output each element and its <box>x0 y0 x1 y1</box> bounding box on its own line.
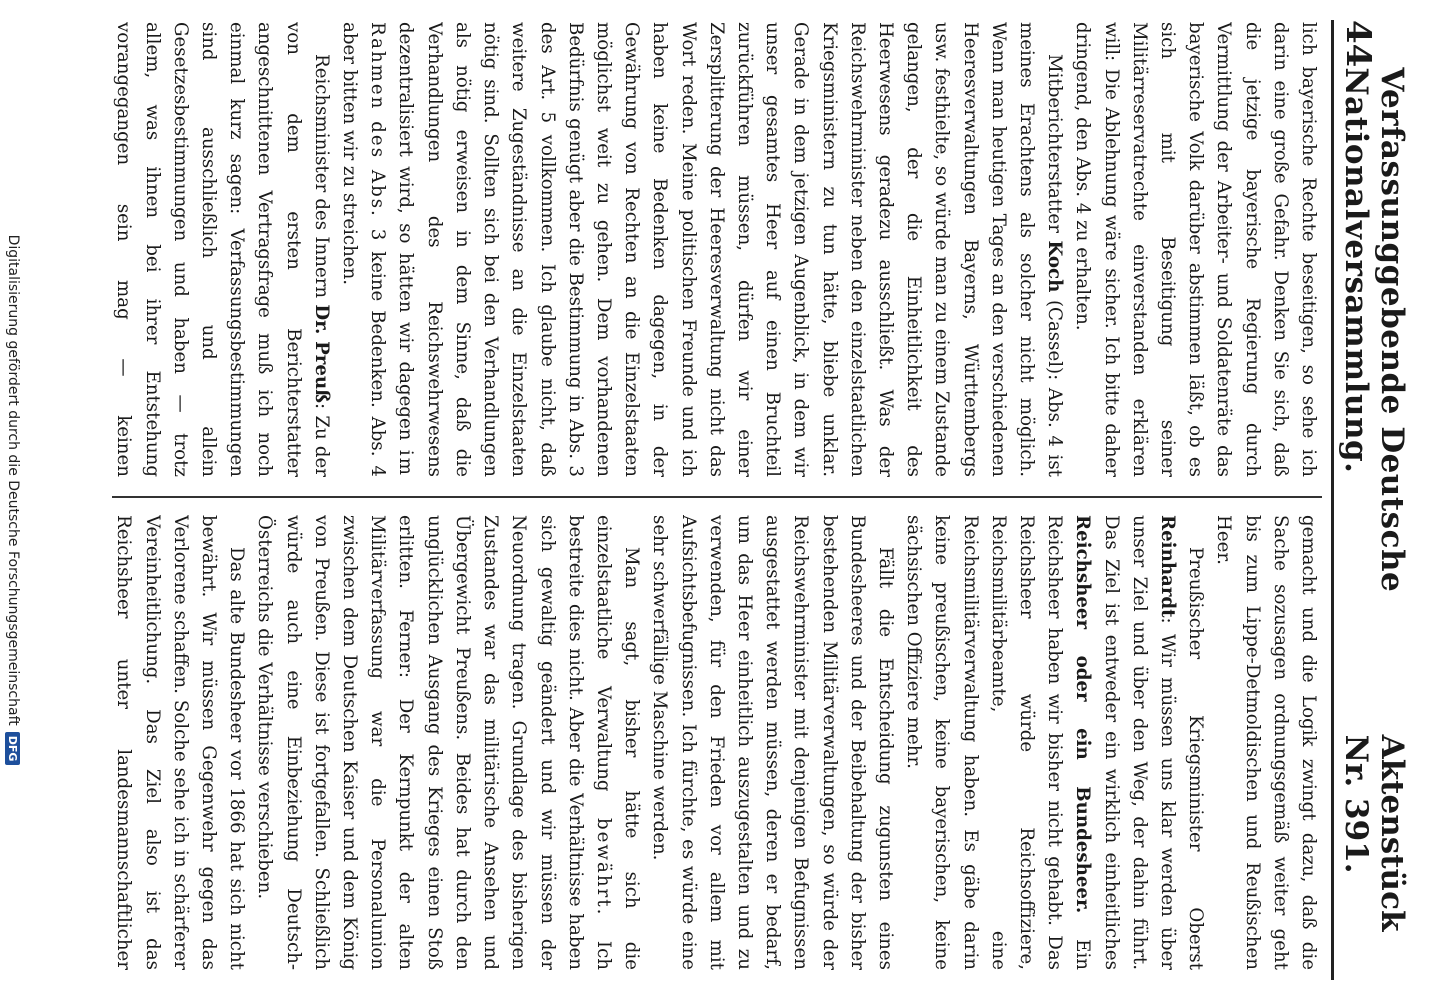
bold-text: Reichsheer oder ein Bundesheer. <box>1072 515 1094 914</box>
paragraph <box>899 515 1209 970</box>
text-run: : Zu der von dem ersten Berichterstatter angeschnittenen Vertragsfrage muß ich noch einmal kurz sagen: Verfassungsbestimmungen sind ausschließlich und allein Gesetzesbestimmungen und haben — trotz allem, was ihnen bei ihrer Entstehung vorangegangen sein mag — keinen <box>113 22 332 477</box>
text-run: Ein Reichsheer haben wir bisher nicht gehabt. Das Reichsheer würde Reichsoffiziere, Reichsmilitärbeamte, eine Reichsmilitärverwaltung haben. Es gäbe darin keine preußischen, keine bayerischen, keine sächsischen Offiziere mehr. <box>903 515 1094 970</box>
credit-text: Digitalisierung gefördert durch die Deutsche Forschungsgemeinschaft <box>5 234 21 726</box>
spaced-text: bewährt <box>592 818 614 909</box>
paragraph <box>112 22 335 477</box>
paragraph: Das alte Bundesheer vor 1866 hat sich nicht bewährt. Wir müssen Gegenwehr gegen das Verlorene schaffen. Solche sehe ich in schärferer Vereinheitlichung. Das Ziel also ist das Reichsheer unter landesmannschaftlicher <box>113 515 248 970</box>
text-run: Man sagt, bisher hätte sich die einzelstaatliche Verwaltung <box>592 515 643 970</box>
text-run: . Ich bestreite dies nicht. Aber die Verhältnisse haben sich gewaltig geändert und wir müssen der Neuordnung tragen. Grundlage des bisherigen Zustandes war das militärische Ansehen und Übergewicht Preußens. Beides hat durch den unglücklichen Ausgang des Krieges einen Stoß erlitten. Ferner: Der Kernpunkt der alten Militärverfassung war die Personalunion zwischen dem Deutschen Kaiser und dem König von Preußen. Diese ist fortgefallen. Schließlich würde auch eine Einbeziehung Deutsch-Österreichs die Verhältnisse verschieben. <box>254 515 614 970</box>
text-column-right <box>112 515 1322 970</box>
bold-text: Dr. Preuß <box>310 304 332 403</box>
paragraph: lich bayerische Rechte beseitigen, so sehe ich darin eine große Gefahr. Denken Sie sich, daß die jetzige bayerische Regierung durch Vermittlung der Arbeiter- und Soldatenräte das bayerische Volk darüber abstimmen läßt, ob es sich mit Beseitigung seiner Militärreservatrechte einverstanden erklären will: Die Ablehnung wäre sicher. Ich bitte daher dringend, den Abs. 4 zu erhalten. <box>1072 22 1319 477</box>
text-run: Mitberichterstatter <box>1044 54 1066 241</box>
text-column-left <box>112 22 1322 477</box>
document-number: Aktenstück Nr. 391. <box>1338 734 1410 932</box>
paragraph: gemacht und die Logik zwingt dazu, daß die Sache sozusagen ordnungsgemäß weiter geht bis zum Lippe-Detmoldischen und Reußischen Heer. <box>1213 515 1319 970</box>
digitization-credit <box>0 0 26 1000</box>
column-divider <box>112 496 1322 498</box>
bold-text: Reinhardt <box>1156 515 1178 618</box>
page-header <box>1331 20 1410 980</box>
paragraph <box>250 515 645 970</box>
paragraph <box>335 22 1068 477</box>
bold-text: Koch <box>1044 240 1066 293</box>
text-run: Reichsminister des Innern <box>310 54 332 305</box>
running-title: Verfassunggebende Deutsche Nationalversammlung. <box>1338 67 1410 593</box>
text-run: keine Bedenken. Abs. 4 aber bitten wir zu streichen. <box>339 22 389 477</box>
text-run: : Wir müssen uns klar werden über unser Ziel und über den Weg, der dahin führt. Das Ziel ist entweder ein wirklich einheitliches <box>1100 515 1178 970</box>
dfg-logo: DFG <box>6 732 21 766</box>
page-number: 44 <box>1338 20 1378 68</box>
paragraph: Fällt die Entscheidung zugunsten eines Bundesheeres und der Beibehaltung der bisher bestehenden Militärverwaltungen, so würde der Reichswehrminister mit denjenigen Befugnissen ausgestattet werden müssen, deren er bedarf, um das Heer einheitlich auszugestalten und zu verwenden, für den Frieden vor allem mit Aufsichtsbefugnissen. Ich fürchte, es würde eine sehr schwerfällige Maschine werden. <box>649 515 896 970</box>
text-run: Preußischer Kriegsminister Oberst <box>1185 547 1207 970</box>
spaced-text: im Rahmen des Abs. 3 <box>367 22 417 477</box>
text-run: (Cassel): Abs. 4 ist meines Erachtens als solcher nicht möglich. Wenn man heutigen Tages an den verschiedenen Heeresverwaltungen Bayerns, Württembergs usw. festhielte, so würde man zu einem Zustande gelangen, der die Einheitlichkeit des Heerwesens geradezu ausschließt. Was der Reichswehrminister neben den einzelstaatlichen Kriegsministern zu tun hätte, bliebe unklar. Gerade in dem jetzigen Augenblick, in dem wir unser gesamtes Heer auf einen Bruchteil zurückführen müssen, dürfen wir einer Zersplitterung der Heeresverwaltung nicht das Wort reden. Meine politischen Freunde und ich haben keine Bedenken dagegen, in der Gewährung von Rechten an die Einzelstaaten möglichst weit zu gehen. Dem vorhandenen Bedürfnis genügt aber die Bestimmung in Abs. 3 des Art. 5 vollkommen. Ich glaube nicht, daß weitere Zugeständnisse an die Einzelstaaten nötig sind. Sollten sich bei den Verhandlungen als nötig erweisen in dem Sinne, daß die Verhandlungen des Reichswehrwesens dezentralisiert wird, so hätten wir dagegen <box>395 22 1066 477</box>
